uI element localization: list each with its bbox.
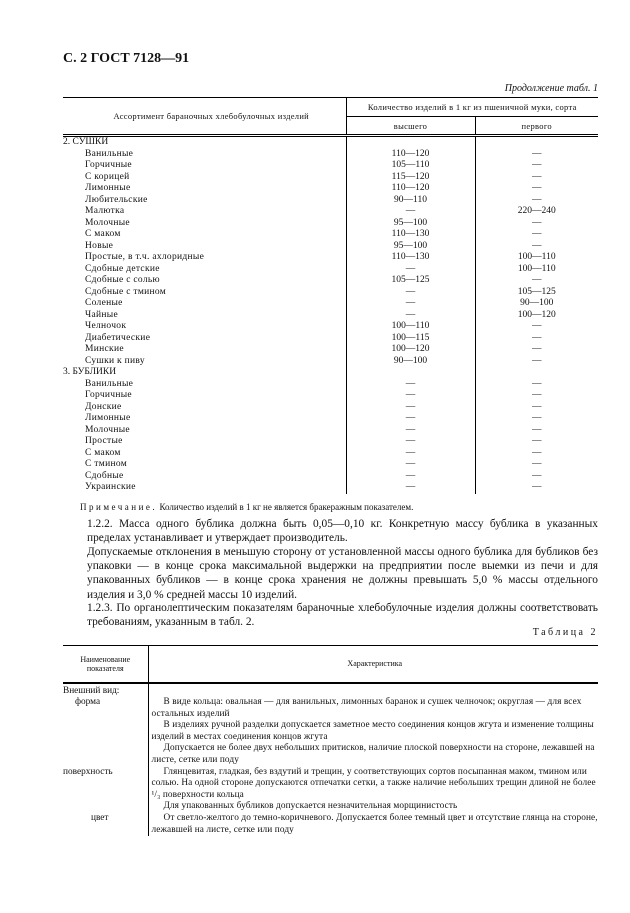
qty-highest: 90—110 xyxy=(346,195,475,207)
indicator-name: форма xyxy=(75,697,101,708)
qty-first: 100—120 xyxy=(475,310,598,322)
table-row xyxy=(63,425,598,437)
product-name: Сдобные детские xyxy=(85,263,160,274)
qty-first: — xyxy=(475,149,598,161)
paragraph-deviations xyxy=(63,545,598,602)
product-name: Чайные xyxy=(85,309,118,320)
product-name: Простые, в т.ч. ахлоридные xyxy=(85,252,205,262)
table-row xyxy=(63,356,598,368)
qty-highest: — xyxy=(346,287,475,299)
empty-cell xyxy=(475,367,598,379)
qty-first: — xyxy=(475,482,598,494)
qty-highest: — xyxy=(346,310,475,322)
paragraph-text: Допускаемые отклонения в меньшую сторону от установленной массы одного бублика для бубликов без упаковки — в конце срока максимальной выдержки на предприятии после выемки из печи и для упакованных бубликов — в конце срока хранения не должны превышать 5,0 % массы отдельного изделия и 3,0 % средней массы 10 изделий. xyxy=(87,546,598,601)
empty-cell xyxy=(475,136,598,149)
product-name: Новые xyxy=(85,240,114,251)
table-2-caption: Таблица 2 xyxy=(532,627,598,638)
qty-first: — xyxy=(475,436,598,448)
table-row xyxy=(63,333,598,345)
qty-highest: — xyxy=(346,459,475,471)
qty-highest: — xyxy=(346,448,475,460)
table-row xyxy=(63,436,598,448)
product-name: Любительские xyxy=(85,194,148,205)
product-name: Малютка xyxy=(85,206,125,216)
table-row xyxy=(63,206,598,218)
table-1 xyxy=(63,97,598,494)
qty-highest: — xyxy=(346,471,475,483)
table-row xyxy=(63,344,598,356)
characteristic-text: В изделиях ручной разделки допускается заметное место соединения концов жгута и изменение толщины изделий в местах соединения концов жгута xyxy=(151,720,594,742)
table-row xyxy=(63,195,598,207)
product-name: Минские xyxy=(85,344,124,354)
qty-highest: 105—110 xyxy=(346,160,475,172)
paragraph-1-2-2 xyxy=(63,517,598,545)
table-row xyxy=(63,264,598,276)
indicator-name: поверхность xyxy=(63,766,113,777)
table-row xyxy=(63,241,598,253)
col-highest: высшего xyxy=(346,117,475,136)
qty-first: — xyxy=(475,425,598,437)
qty-highest: — xyxy=(346,390,475,402)
table-row xyxy=(63,448,598,460)
product-name: Диабетические xyxy=(85,332,151,343)
product-name: Ванильные xyxy=(85,378,134,389)
product-name: Ванильные xyxy=(85,148,134,159)
qty-first: 105—125 xyxy=(475,287,598,299)
product-name: С корицей xyxy=(85,171,130,182)
col-indicator-name: Наименование показателя xyxy=(63,646,148,683)
product-name: Молочные xyxy=(85,424,130,435)
qty-highest: 110—130 xyxy=(346,229,475,241)
qty-highest: — xyxy=(346,298,475,310)
table-row xyxy=(63,218,598,230)
qty-first: 100—110 xyxy=(475,252,598,264)
qty-highest: — xyxy=(346,436,475,448)
table-row xyxy=(63,229,598,241)
qty-first: — xyxy=(475,160,598,172)
table-row xyxy=(63,471,598,483)
qty-highest: — xyxy=(346,425,475,437)
qty-first: — xyxy=(475,379,598,391)
qty-highest: 95—100 xyxy=(346,241,475,253)
col-first: первого xyxy=(475,117,598,136)
product-name: Молочные xyxy=(85,217,130,228)
qty-highest: 100—120 xyxy=(346,344,475,356)
table-row xyxy=(63,160,598,172)
qty-highest: 95—100 xyxy=(346,218,475,230)
product-name: Сдобные с солью xyxy=(85,275,160,285)
qty-first: — xyxy=(475,413,598,425)
qty-highest: 110—130 xyxy=(346,252,475,264)
product-name: С маком xyxy=(85,229,121,239)
table-row xyxy=(63,459,598,471)
characteristic-text: Допускается не более двух небольших притисков, наличие плоской поверхности на стороне, лежавшей на листе, сетке или поду xyxy=(151,743,595,766)
table-row xyxy=(63,183,598,195)
qty-first: — xyxy=(475,448,598,460)
note-label: Примечание. xyxy=(80,502,158,512)
table-row xyxy=(63,321,598,333)
characteristic-text: От светло-желтого до темно-коричневого. Допускается более темный цвет и отсутствие глянца на стороне, лежавшей на листе, сетке или поду xyxy=(151,813,598,835)
indicator-name: цвет xyxy=(91,813,109,824)
product-name: Украинские xyxy=(85,482,136,492)
qty-highest: 100—115 xyxy=(346,333,475,345)
qty-highest: 110—120 xyxy=(346,183,475,195)
table-row xyxy=(63,298,598,310)
table-row xyxy=(63,767,598,813)
product-name: Горчичные xyxy=(85,390,132,400)
qty-first: 100—110 xyxy=(475,264,598,276)
qty-first: — xyxy=(475,344,598,356)
qty-first: — xyxy=(475,275,598,287)
group-row xyxy=(63,136,598,149)
col-assortment: Ассортимент бараночных хлебобулочных изделий xyxy=(63,98,346,136)
table-row xyxy=(63,379,598,391)
product-name: Лимонные xyxy=(85,183,131,193)
qty-highest: 90—100 xyxy=(346,356,475,368)
table-row xyxy=(63,287,598,299)
table-row xyxy=(63,252,598,264)
group-title: Внешний вид: xyxy=(63,685,120,696)
paragraph-text: 1.2.3. По органолептическим показателям бараночные хлебобулочные изделия должны соответствовать требованиям, указанным в табл. 2. xyxy=(87,602,598,629)
table-row xyxy=(63,149,598,161)
product-name: Соленые xyxy=(85,298,123,308)
qty-highest: 100—110 xyxy=(346,321,475,333)
table-row xyxy=(63,813,598,836)
qty-first: — xyxy=(475,390,598,402)
group-row xyxy=(63,683,598,698)
qty-first: — xyxy=(475,402,598,414)
table-row xyxy=(63,172,598,184)
characteristic-text: Для упакованных бубликов допускается незначительная морщинистость xyxy=(163,801,458,812)
product-name: С маком xyxy=(85,447,121,458)
qty-highest: — xyxy=(346,264,475,276)
table-row xyxy=(63,482,598,494)
table-continuation-label: Продолжение табл. 1 xyxy=(504,83,598,94)
qty-first: — xyxy=(475,459,598,471)
product-name: Донские xyxy=(85,401,122,412)
qty-first: 220—240 xyxy=(475,206,598,218)
qty-first: — xyxy=(475,195,598,207)
table-row xyxy=(63,697,598,767)
table-2 xyxy=(63,645,598,836)
product-name: Челночок xyxy=(85,321,127,331)
qty-first: — xyxy=(475,356,598,368)
product-name: Простые xyxy=(85,436,123,446)
qty-highest: 105—125 xyxy=(346,275,475,287)
qty-highest: — xyxy=(346,206,475,218)
note-text: Количество изделий в 1 кг не является бракеражным показателем. xyxy=(157,502,414,512)
qty-first: — xyxy=(475,172,598,184)
product-name: Горчичные xyxy=(85,160,132,170)
qty-first: — xyxy=(475,321,598,333)
empty-cell xyxy=(346,136,475,149)
qty-highest: — xyxy=(346,413,475,425)
group-row xyxy=(63,367,598,379)
table-row xyxy=(63,413,598,425)
empty-cell xyxy=(346,367,475,379)
page-header: С. 2 ГОСТ 7128—91 xyxy=(63,51,190,66)
qty-first: — xyxy=(475,333,598,345)
group-title: 2. СУШКИ xyxy=(63,137,109,147)
product-name: С тмином xyxy=(85,459,128,469)
qty-first: 90—100 xyxy=(475,298,598,310)
group-title: 3. БУБЛИКИ xyxy=(63,367,117,377)
qty-highest: — xyxy=(346,402,475,414)
product-name: Лимонные xyxy=(85,413,131,423)
table-row xyxy=(63,402,598,414)
qty-highest: 115—120 xyxy=(346,172,475,184)
product-name: Сдобные с тмином xyxy=(85,286,167,297)
product-name: Сушки к пиву xyxy=(85,355,145,366)
characteristic-text: Глянцевитая, гладкая, без вздутий и трещин, у соответствующих сортов посыпанная маком, тмином или солью. На одной стороне допускаются отпечатки сетки, а также наличие небольших трещин длиной не более ¹/₃ поверхности кольца xyxy=(151,766,596,800)
table-note xyxy=(80,502,413,512)
qty-highest: 110—120 xyxy=(346,149,475,161)
col-quantity: Количество изделий в 1 кг из пшеничной муки, сорта xyxy=(346,98,598,117)
table-row xyxy=(63,275,598,287)
qty-highest: — xyxy=(346,482,475,494)
empty-cell xyxy=(148,683,598,698)
paragraph-text: 1.2.2. Масса одного бублика должна быть 0,05—0,10 кг. Конкретную массу бублика в указанных пределах устанавливает и утверждает производитель. xyxy=(87,518,598,545)
paragraph-1-2-3 xyxy=(63,601,598,629)
col-characteristic: Характеристика xyxy=(148,646,598,683)
qty-first: — xyxy=(475,241,598,253)
product-name: Сдобные xyxy=(85,470,124,481)
table-row xyxy=(63,310,598,322)
qty-first: — xyxy=(475,471,598,483)
qty-first: — xyxy=(475,229,598,241)
table-row xyxy=(63,390,598,402)
qty-first: — xyxy=(475,183,598,195)
qty-first: — xyxy=(475,218,598,230)
qty-highest: — xyxy=(346,379,475,391)
characteristic-text: В виде кольца: овальная — для ванильных, лимонных баранок и сушек челночок; округлая — для всех остальных изделий xyxy=(151,697,582,719)
